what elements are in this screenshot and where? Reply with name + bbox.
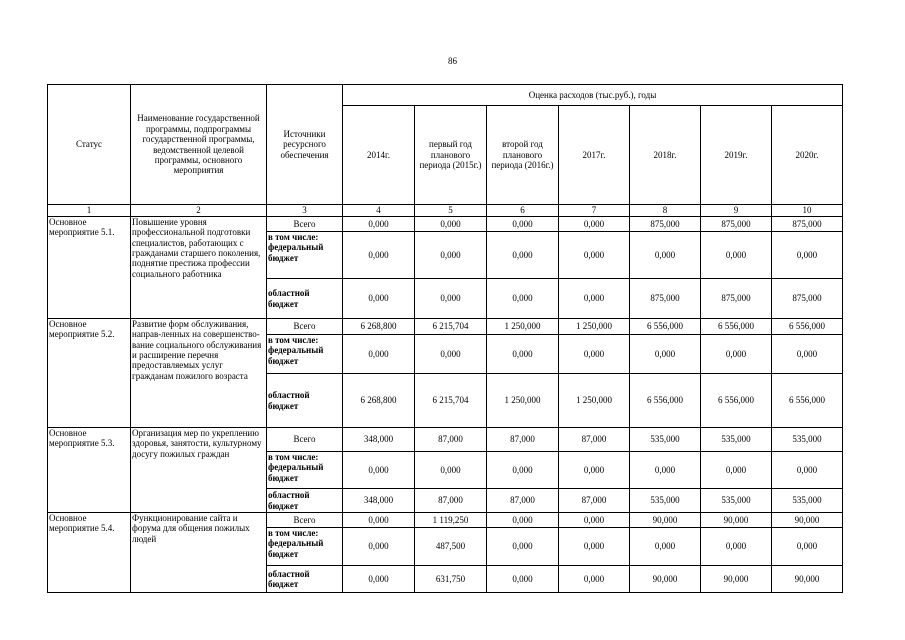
value-cell: 875,000: [772, 279, 843, 319]
value-cell: 875,000: [772, 217, 843, 232]
value-cell: 0,000: [487, 279, 559, 319]
value-cell: 90,000: [630, 513, 701, 528]
column-number: 9: [701, 205, 772, 217]
value-cell: 87,000: [559, 489, 630, 513]
column-number: 7: [559, 205, 630, 217]
header-year: 2017г.: [559, 106, 630, 205]
column-number: 4: [343, 205, 415, 217]
value-cell: 6 268,800: [343, 374, 415, 428]
value-cell: 348,000: [343, 489, 415, 513]
value-cell: 535,000: [772, 489, 843, 513]
value-cell: 87,000: [487, 428, 559, 452]
value-cell: 535,000: [772, 428, 843, 452]
value-cell: 6 215,704: [415, 374, 487, 428]
source-cell: в том числе: федеральный бюджет: [267, 528, 343, 566]
header-year: второй год планового периода (2016г.): [487, 106, 559, 205]
value-cell: 348,000: [343, 428, 415, 452]
value-cell: 0,000: [630, 335, 701, 374]
source-cell: в том числе: федеральный бюджет: [267, 335, 343, 374]
value-cell: 6 215,704: [415, 319, 487, 335]
source-cell: Всего: [267, 217, 343, 232]
value-cell: 535,000: [701, 489, 772, 513]
table-row: [48, 217, 843, 232]
value-cell: 875,000: [630, 279, 701, 319]
table-row: [48, 428, 843, 452]
value-cell: 0,000: [343, 335, 415, 374]
value-cell: 631,750: [415, 566, 487, 593]
value-cell: 0,000: [559, 279, 630, 319]
value-cell: 535,000: [630, 428, 701, 452]
value-cell: 0,000: [487, 566, 559, 593]
value-cell: 87,000: [559, 428, 630, 452]
status-cell: Основное мероприятие 5.4.: [48, 513, 131, 593]
table-row: [48, 319, 843, 335]
value-cell: 0,000: [343, 528, 415, 566]
measure-name-cell: Организация мер по укреплению здоровья, занятости, культурному досугу пожилых граждан: [131, 428, 267, 513]
value-cell: 6 268,800: [343, 319, 415, 335]
value-cell: 0,000: [343, 452, 415, 489]
status-cell: Основное мероприятие 5.2.: [48, 319, 131, 428]
value-cell: 0,000: [343, 513, 415, 528]
value-cell: 6 556,000: [630, 374, 701, 428]
value-cell: 1 250,000: [487, 374, 559, 428]
value-cell: 0,000: [630, 232, 701, 279]
header-name: Наименование государственной программы, подпрограммы государственной программы, ведомственной целевой программы, основного мероприятия: [131, 85, 267, 205]
column-number: 8: [630, 205, 701, 217]
value-cell: 0,000: [559, 335, 630, 374]
value-cell: 0,000: [701, 452, 772, 489]
budget-table: [47, 84, 843, 593]
value-cell: 0,000: [415, 232, 487, 279]
header-year: 2018г.: [630, 106, 701, 205]
source-cell: Всего: [267, 513, 343, 528]
value-cell: 0,000: [487, 528, 559, 566]
value-cell: 6 556,000: [772, 374, 843, 428]
source-cell: областной бюджет: [267, 374, 343, 428]
value-cell: 0,000: [487, 217, 559, 232]
table-row: [48, 513, 843, 528]
value-cell: 6 556,000: [630, 319, 701, 335]
value-cell: 0,000: [701, 335, 772, 374]
value-cell: 90,000: [772, 513, 843, 528]
value-cell: 0,000: [415, 452, 487, 489]
value-cell: 0,000: [415, 335, 487, 374]
value-cell: 0,000: [559, 513, 630, 528]
value-cell: 0,000: [772, 232, 843, 279]
column-number: 3: [267, 205, 343, 217]
value-cell: 0,000: [772, 452, 843, 489]
value-cell: 0,000: [487, 513, 559, 528]
value-cell: 0,000: [559, 232, 630, 279]
value-cell: 0,000: [559, 217, 630, 232]
source-cell: областной бюджет: [267, 566, 343, 593]
value-cell: 0,000: [701, 232, 772, 279]
column-number: 6: [487, 205, 559, 217]
value-cell: 0,000: [559, 528, 630, 566]
value-cell: 0,000: [772, 335, 843, 374]
header-status: Статус: [48, 85, 131, 205]
value-cell: 90,000: [630, 566, 701, 593]
value-cell: 6 556,000: [701, 319, 772, 335]
header-estimate: Оценка расходов (тыс.руб.), годы: [343, 85, 843, 106]
value-cell: 0,000: [343, 232, 415, 279]
value-cell: 0,000: [559, 566, 630, 593]
source-cell: в том числе: федеральный бюджет: [267, 452, 343, 489]
value-cell: 0,000: [487, 335, 559, 374]
value-cell: 875,000: [630, 217, 701, 232]
header-year: 2020г.: [772, 106, 843, 205]
value-cell: 6 556,000: [701, 374, 772, 428]
value-cell: 90,000: [701, 513, 772, 528]
value-cell: 875,000: [701, 279, 772, 319]
value-cell: 0,000: [559, 452, 630, 489]
source-cell: областной бюджет: [267, 489, 343, 513]
value-cell: 6 556,000: [772, 319, 843, 335]
header-sources: Источники ресурсного обеспечения: [267, 85, 343, 205]
source-cell: в том числе: федеральный бюджет: [267, 232, 343, 279]
source-cell: областной бюджет: [267, 279, 343, 319]
value-cell: 1 250,000: [487, 319, 559, 335]
header-year: первый год планового периода (2015г.): [415, 106, 487, 205]
value-cell: 87,000: [415, 428, 487, 452]
value-cell: 875,000: [701, 217, 772, 232]
measure-name-cell: Повышение уровня профессиональной подготовки специалистов, работающих с гражданами старшего поколения, поднятие престижа профессии социального работника: [131, 217, 267, 319]
value-cell: 0,000: [701, 528, 772, 566]
value-cell: 1 119,250: [415, 513, 487, 528]
value-cell: 0,000: [415, 217, 487, 232]
value-cell: 0,000: [343, 279, 415, 319]
value-cell: 535,000: [630, 489, 701, 513]
value-cell: 87,000: [415, 489, 487, 513]
value-cell: 87,000: [487, 489, 559, 513]
value-cell: 0,000: [343, 566, 415, 593]
value-cell: 90,000: [772, 566, 843, 593]
column-number: 1: [48, 205, 131, 217]
value-cell: 0,000: [772, 528, 843, 566]
column-number: 10: [772, 205, 843, 217]
status-cell: Основное мероприятие 5.1.: [48, 217, 131, 319]
value-cell: 1 250,000: [559, 374, 630, 428]
column-number: 2: [131, 205, 267, 217]
value-cell: 1 250,000: [559, 319, 630, 335]
source-cell: Всего: [267, 319, 343, 335]
value-cell: 535,000: [701, 428, 772, 452]
measure-name-cell: Функционирование сайта и форума для общения пожилых людей: [131, 513, 267, 593]
value-cell: 0,000: [630, 528, 701, 566]
header-year: 2019г.: [701, 106, 772, 205]
value-cell: 90,000: [701, 566, 772, 593]
measure-name-cell: Развитие форм обслуживания, направ-ленных на совершенство-вание социального обслуживания и расширение перечня предоставляемых услуг гражданам пожилого возраста: [131, 319, 267, 428]
value-cell: 0,000: [487, 452, 559, 489]
status-cell: Основное мероприятие 5.3.: [48, 428, 131, 513]
value-cell: 0,000: [630, 452, 701, 489]
value-cell: 0,000: [415, 279, 487, 319]
header-year: 2014г.: [343, 106, 415, 205]
value-cell: 487,500: [415, 528, 487, 566]
source-cell: Всего: [267, 428, 343, 452]
value-cell: 0,000: [487, 232, 559, 279]
value-cell: 0,000: [343, 217, 415, 232]
page-number: 86: [448, 56, 457, 66]
column-number: 5: [415, 205, 487, 217]
